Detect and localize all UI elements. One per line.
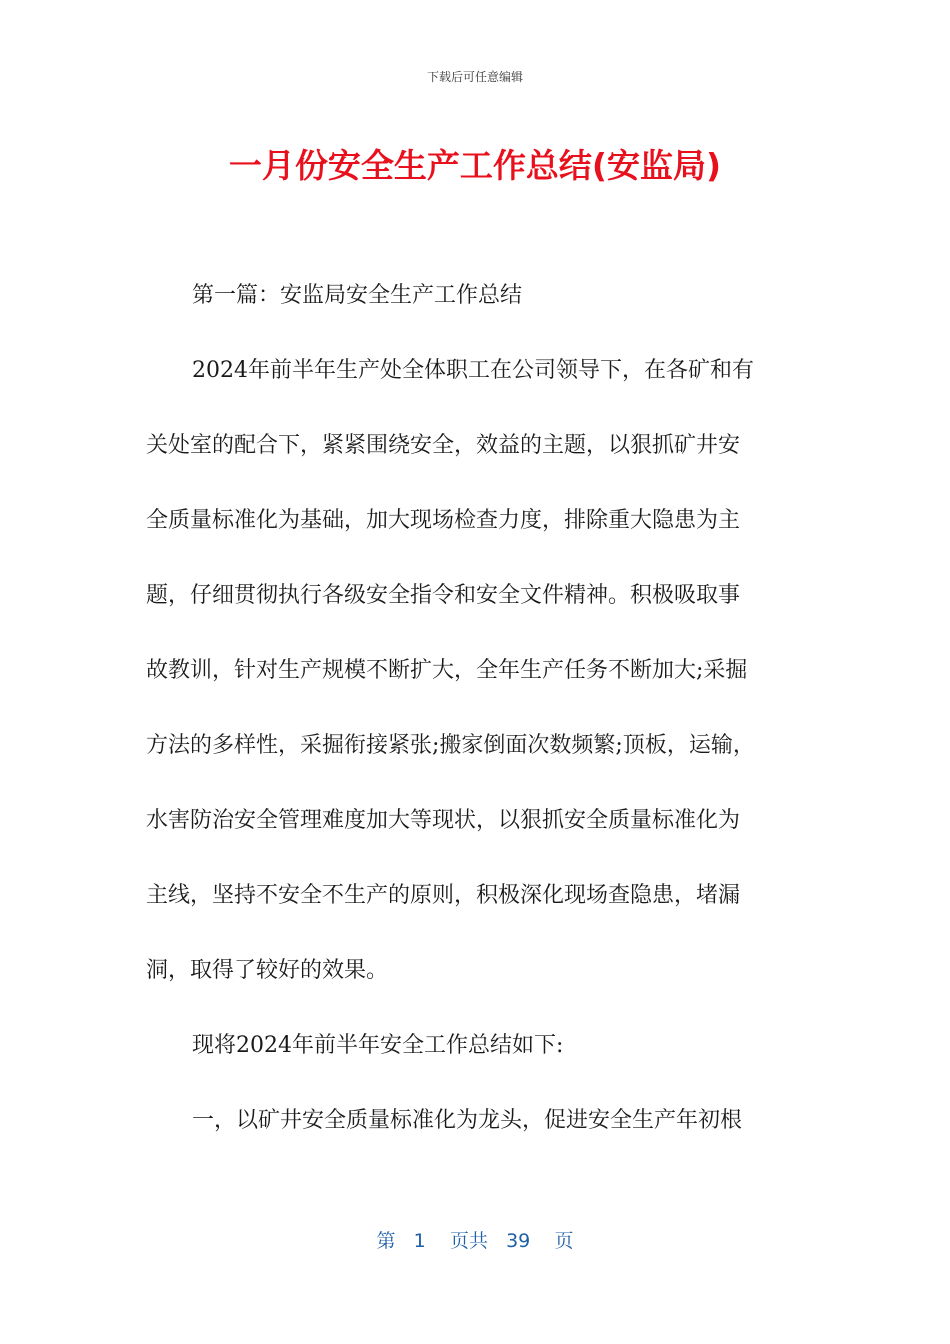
- paragraph-line: 主线，坚持不安全不生产的原则，积极深化现场查隐患，堵漏: [146, 883, 741, 908]
- section-heading: 第一篇：安监局安全生产工作总结: [192, 283, 523, 308]
- paragraph-line: 全质量标准化为基础，加大现场检查力度，排除重大隐患为主: [146, 508, 741, 533]
- paragraph-line: 水害防治安全管理难度加大等现状，以狠抓安全质量标准化为: [146, 808, 741, 833]
- paragraph-line: 关处室的配合下，紧紧围绕安全，效益的主题，以狠抓矿井安: [146, 433, 741, 458]
- footer-suffix: 页: [554, 1230, 574, 1252]
- paragraph-line: 2024年前半年生产处全体职工在公司领导下，在各矿和有: [192, 358, 754, 383]
- document-body: [146, 258, 806, 1158]
- document-title: 一月份安全生产工作总结(安监局): [228, 146, 722, 185]
- footer-page-total: 39: [506, 1230, 531, 1252]
- footer-prefix: 第: [376, 1230, 396, 1252]
- paragraph-line: 题，仔细贯彻执行各级安全指令和安全文件精神。积极吸取事: [146, 583, 741, 608]
- paragraph-line: 故教训，针对生产规模不断扩大，全年生产任务不断加大;采掘: [146, 658, 748, 683]
- paragraph-line: 现将2024年前半年安全工作总结如下:: [192, 1033, 564, 1058]
- page-header-note: 下载后可任意编辑: [426, 70, 523, 84]
- paragraph-line: 一，以矿井安全质量标准化为龙头，促进安全生产年初根: [192, 1108, 743, 1133]
- footer-middle: 页共: [449, 1230, 488, 1252]
- page-footer: [0, 1226, 950, 1253]
- paragraph-line: 方法的多样性，采掘衔接紧张;搬家倒面次数频繁;顶板，运输，: [146, 733, 755, 758]
- paragraph-line: 洞，取得了较好的效果。: [146, 958, 389, 983]
- footer-page-current: 1: [413, 1230, 426, 1252]
